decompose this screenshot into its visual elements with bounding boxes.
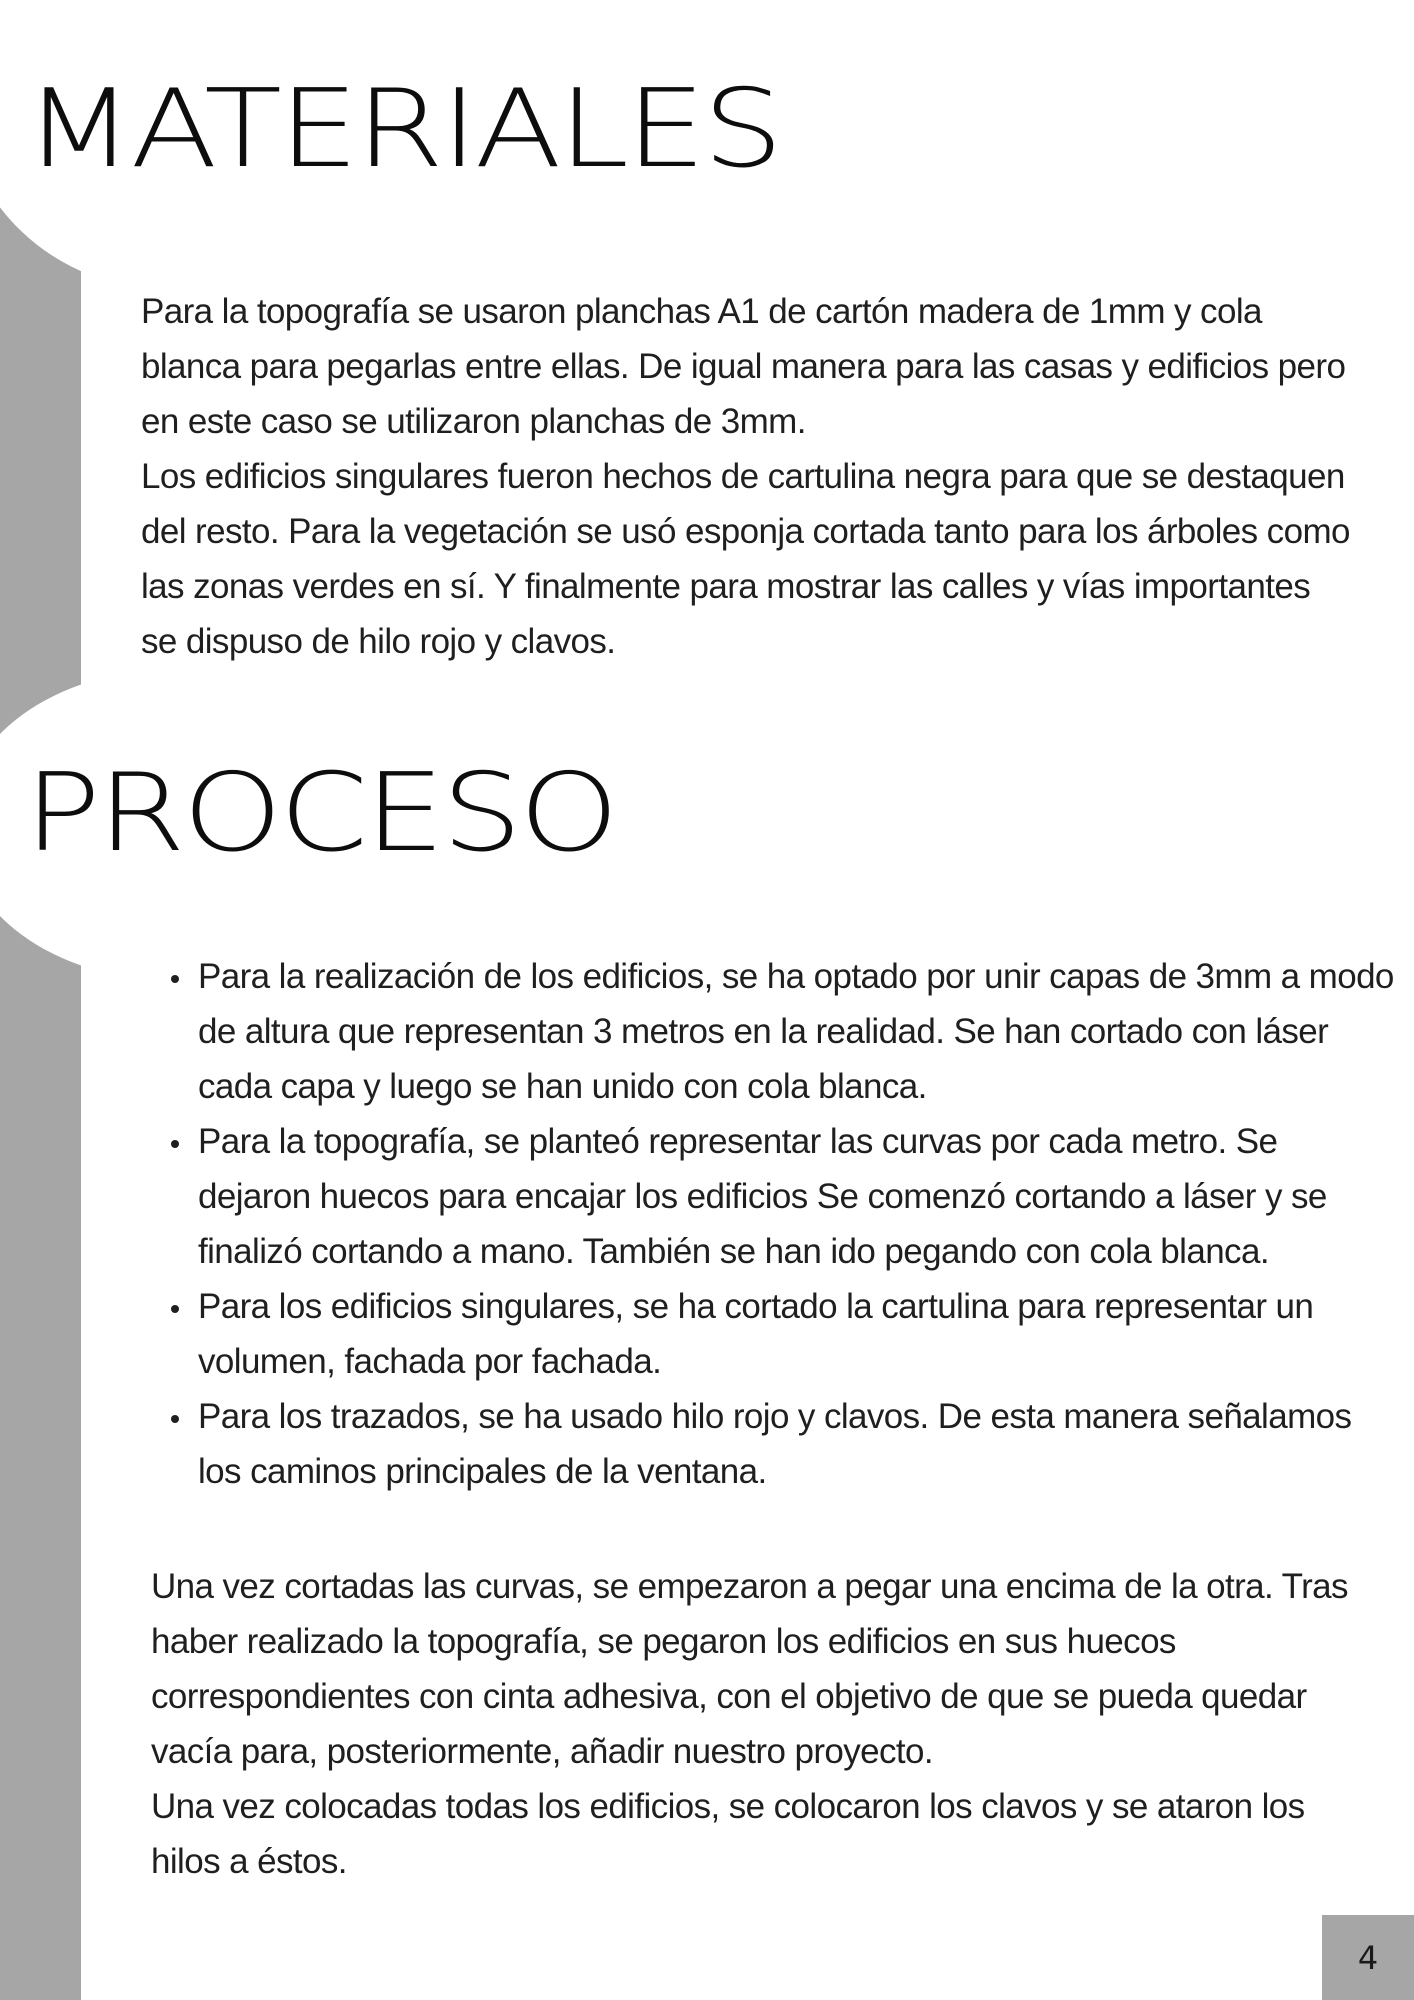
proceso-paragraph: Una vez cortadas las curvas, se empezaron a pegar una encima de la otra. Tras haber realizado la topografía, se pegaron los edificios en sus huecos correspondientes con cinta adhesiva, con el objetivo de que se pueda quedar vacía para, posteriormente, añadir nuestro proyecto. [151,1567,1348,1771]
materiales-heading: MATERIALES [24,67,780,192]
proceso-heading: PROCESO [24,751,616,876]
proceso-bullet-list [152,949,1398,1499]
list-item: Para la realización de los edificios, se ha optado por unir capas de 3mm a modo de altura que representan 3 metros en la realidad. Se han cortado con láser cada capa y luego se han unido con cola blanca. [198,949,1398,1114]
list-item: Para la topografía, se planteó representar las curvas por cada metro. Se dejaron huecos para encajar los edificios Se comenzó cortando a láser y se finalizó cortando a mano. También se han ido pegando con cola blanca. [198,1114,1398,1279]
proceso-body [151,1559,1361,1889]
materiales-paragraph: Los edificios singulares fueron hechos de cartulina negra para que se destaquen del resto. Para la vegetación se usó esponja cortada tanto para los árboles como las zonas verdes en sí. Y finalmente para mostrar las calles y vías importantes se dispuso de hilo rojo y clavos. [141,457,1350,661]
list-item: Para los trazados, se ha usado hilo rojo y clavos. De esta manera señalamos los caminos principales de la ventana. [198,1389,1398,1499]
page-number: 4 [1357,1938,1379,1977]
list-item: Para los edificios singulares, se ha cortado la cartulina para representar un volumen, fachada por fachada. [198,1279,1398,1389]
side-bar-decoration [0,0,81,2000]
materiales-body [141,284,1351,669]
proceso-paragraph: Una vez colocadas todas los edificios, se colocaron los clavos y se ataron los hilos a éstos. [151,1787,1305,1881]
page-number-box [1322,1915,1414,2000]
materiales-paragraph: Para la topografía se usaron planchas A1 de cartón madera de 1mm y cola blanca para pegarlas entre ellas. De igual manera para las casas y edificios pero en este caso se utilizaron planchas de 3mm. [141,292,1346,441]
